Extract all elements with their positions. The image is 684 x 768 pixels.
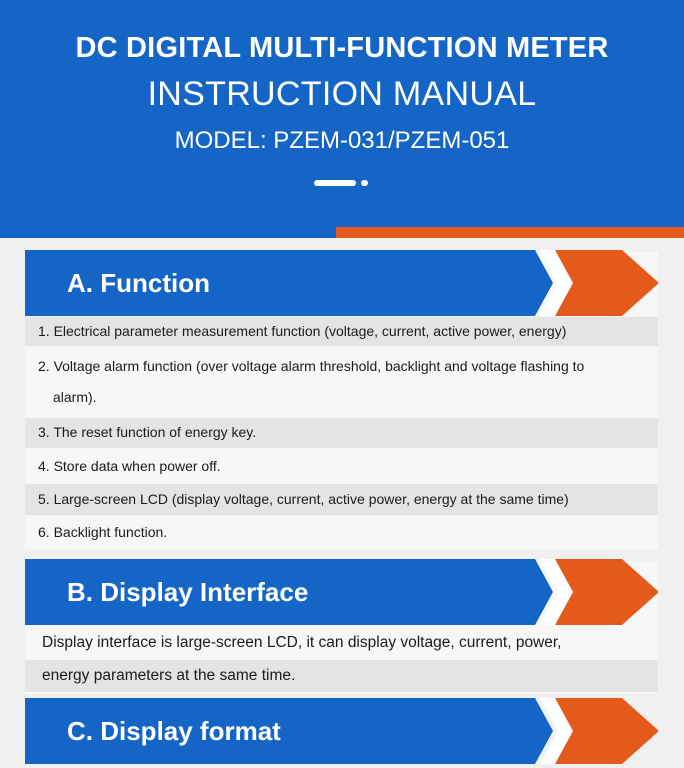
paragraph-line — [25, 627, 658, 659]
product-title: DC DIGITAL MULTI-FUNCTION METER — [75, 32, 609, 64]
paragraph-text: Display interface is large-screen LCD, it can display voltage, current, power, — [42, 634, 562, 651]
section-b-title: B. Display Interface — [67, 577, 309, 607]
paragraph-line — [25, 660, 658, 692]
list-item — [25, 352, 658, 381]
list-item-text: 1. Electrical parameter measurement function (voltage, current, active power, energy) — [38, 323, 567, 339]
manual-title: INSTRUCTION MANUAL — [147, 75, 537, 113]
list-item-text: 6. Backlight function. — [38, 524, 168, 540]
list-item-text: 2. Voltage alarm function (over voltage alarm threshold, backlight and voltage flashing to — [38, 358, 585, 374]
list-item-text: 3. The reset function of energy key. — [38, 424, 257, 440]
paragraph-text: energy parameters at the same time. — [42, 667, 296, 684]
section-c-title: C. Display format — [67, 716, 281, 746]
list-item — [25, 518, 658, 547]
list-item — [25, 418, 658, 448]
manual-header — [0, 0, 684, 227]
model-number: MODEL: PZEM-031/PZEM-051 — [174, 127, 510, 154]
decorative-dash — [314, 180, 356, 186]
list-item-text: alarm). — [53, 389, 97, 405]
section-a-title: A. Function — [67, 268, 210, 298]
accent-bar-orange — [336, 227, 684, 238]
section-a-banner — [25, 250, 658, 316]
list-item-continuation — [25, 383, 658, 412]
list-item-text: 5. Large-screen LCD (display voltage, current, active power, energy at the same time) — [38, 491, 569, 507]
list-item — [25, 484, 658, 515]
decorative-dot — [361, 180, 368, 186]
section-b-banner — [25, 559, 658, 625]
list-item — [25, 317, 658, 346]
accent-bar-blue — [0, 227, 336, 238]
list-item — [25, 452, 658, 481]
section-c-banner — [25, 698, 658, 764]
list-item-text: 4. Store data when power off. — [38, 458, 221, 474]
